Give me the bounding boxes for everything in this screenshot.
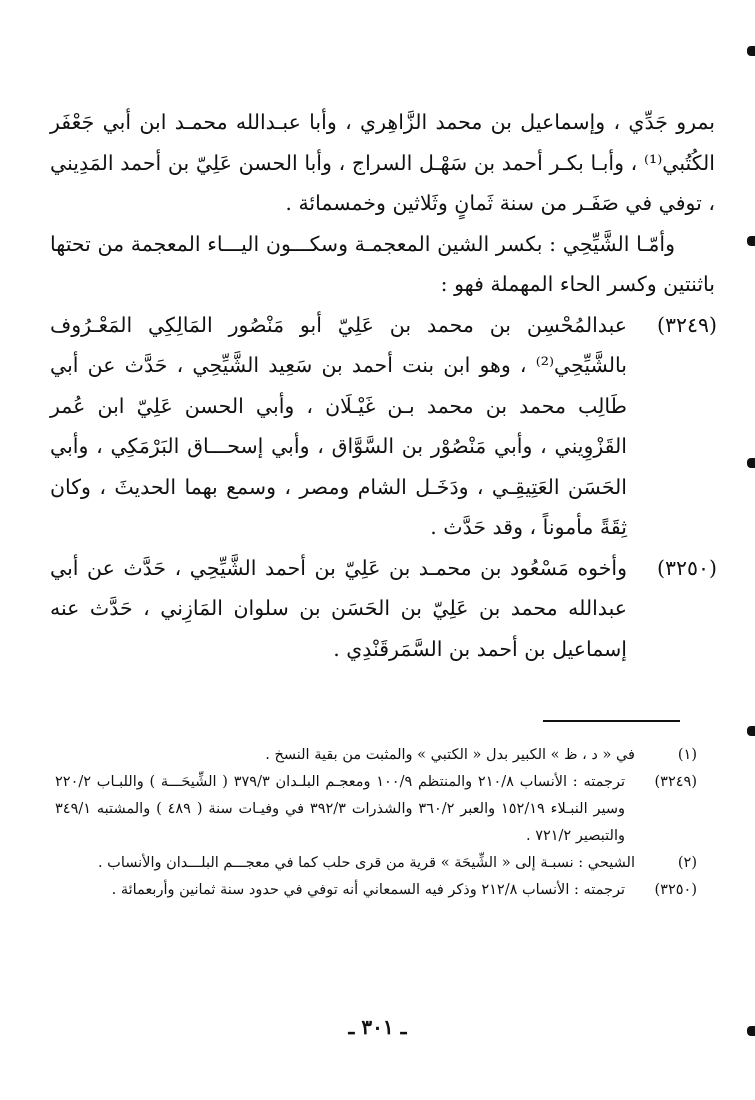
page-number: ـ ٣٠١ ـ	[348, 1015, 407, 1039]
footnotes	[55, 742, 695, 904]
scan-edge-mark	[747, 236, 755, 246]
nisba-paragraph: وأمّـا الشَّيِّحِي : بكسر الشين المعجمـة وسكـــون اليـــاء المعجمة من تحتها باثنتين وكسر الحاء المهملة فهو :	[50, 231, 715, 296]
biography-entry	[50, 548, 715, 670]
scan-edge-mark	[747, 726, 755, 736]
scan-edge-mark	[747, 458, 755, 468]
entry-number: (٣٢٤٩)	[656, 312, 717, 337]
footnote	[55, 769, 695, 850]
footnote-text: ترجمته : الأنساب ٢١٠/٨ والمنتظم ١٠٠/٩ ومعجـم البلـدان ٣٧٩/٣ ( الشِّيحَـــة ) واللبـاب ٢٢٠/٢ وسير النبـلاء ١٥٢/١٩ والعبر ٣٦٠/٢ والشذرات ٣٩٢/٣ في وفيـات سنة ( ٤٨٩ ) والمشتبه ٣٤٩/١ والتبصير ٧٢١/٢ .	[55, 774, 625, 844]
footnote	[55, 742, 695, 769]
entry-text: وأخوه مَسْعُود بن محمـد بن عَلِيّ بن أحمد الشَّيِّحِي ، حَدَّث عن أبي عبدالله محمد بن عَلِيّ بن الحَسَن بن سلوان المَازِني ، حَدَّث عنه إسماعيل بن أحمد بن السَّمَرقَنْدِي .	[50, 555, 627, 661]
footnote-marker: (٣٢٤٩)	[654, 774, 697, 790]
entry-number: (٣٢٥٠)	[656, 555, 717, 580]
footnote-text: ترجمته : الأنساب ٢١٢/٨ وذكر فيه السمعاني أنه توفي في حدود سنة ثمانين وأربعمائة .	[111, 882, 625, 898]
footnote-divider	[543, 720, 680, 722]
footnote-marker: (١)	[677, 747, 697, 763]
footnote	[55, 877, 695, 904]
footnote-text: في « د ، ظ » الكبير بدل « الكتبي » والمثبت من بقية النسخ .	[265, 747, 635, 763]
footnote-text: الشيحي : نسبـة إلى « الشِّيحَة » قرية من قرى حلب كما في معجـــم البلـــدان والأنساب .	[97, 855, 635, 871]
footnote	[55, 850, 695, 877]
biography-entry	[50, 305, 715, 548]
scan-edge-mark	[747, 46, 755, 56]
footnote-marker: (٣٢٥٠)	[654, 882, 697, 898]
main-text	[50, 102, 715, 669]
footnote-marker: (٢)	[677, 855, 697, 871]
intro-paragraph: بمرو جَدِّي ، وإسماعيل بن محمد الزَّاهِري ، وأبا عبـدالله محمـد ابن أبي جَعْفَر الكُتُبي⁽¹⁾ ، وأبـا بكـر أحمد بن سَهْـل السراج ، وأبا الحسن عَلِيّ بن أحمد المَدِيني ، توفي في صَفَـر من سنة ثَمانٍ وثَلاثين وخمسمائة .	[50, 110, 715, 215]
entry-text: عبدالمُحْسِن بن محمد بن عَلِيّ أبو مَنْصُور المَالِكِي المَعْـرُوف بالشَّيِّحِي⁽²⁾ ، وهو ابن بنت أحمد بن سَعِيد الشَّيِّحِي ، حَدَّث عن أبي طَالِب محمد بن محمد بـن غَيْـلَان ، وأبي الحسن عَلِيّ ابن عُمر القَزْوِيني ، وأبي مَنْصُوْر بن السَّوَّاق ، وأبي إسحـــاق البَرْمَكِي ، وأبي الحَسَن العَتِيقِـي ، ودَخَـل الشام ومصر ، وسمع بهما الحديثَ ، وكان ثِقَةً مأموناً ، وقد حَدَّث .	[50, 312, 627, 539]
